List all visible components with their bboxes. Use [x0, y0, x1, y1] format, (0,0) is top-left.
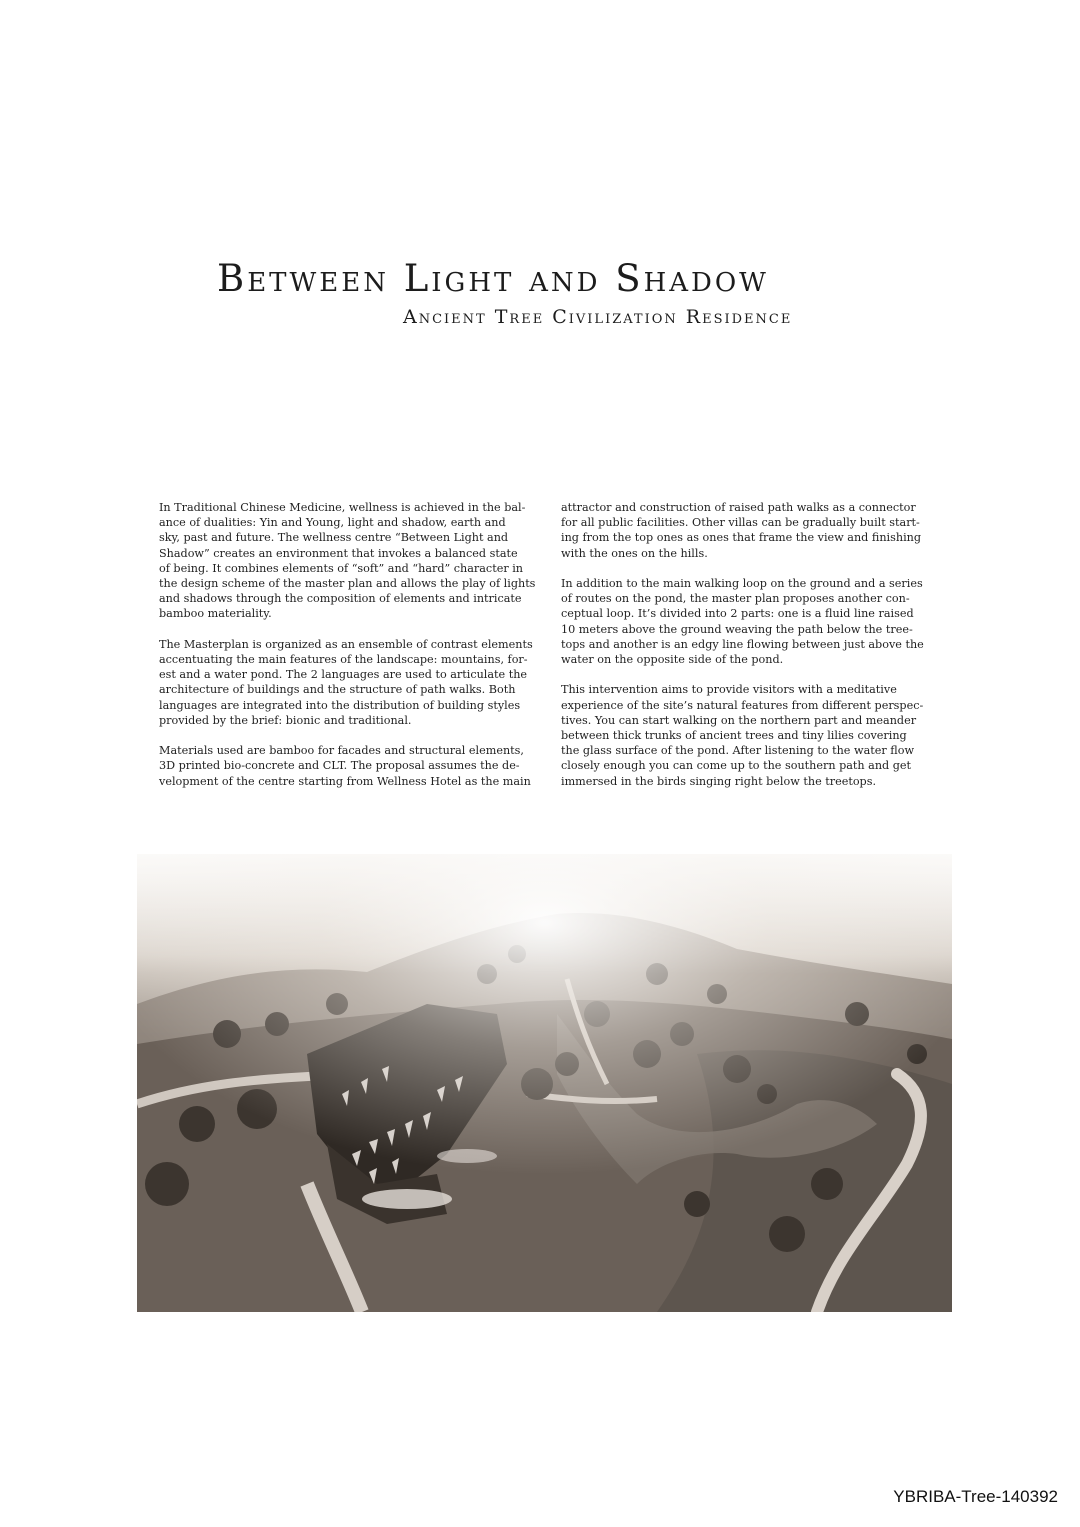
page-subtitle: Ancient Tree Civilization Residence — [403, 306, 793, 328]
aerial-render-image — [137, 854, 952, 1312]
page-title: Between Light and Shadow — [217, 257, 769, 300]
paragraph: The Masterplan is organized as an ensemble of contrast elements accentuating the main features of the landscape: mountains, for- est and a water pond. The 2 languages are used to articulate the architecture of buildings and the structure of path walks. Both languages are integrated into the distribution of building styles provided by the brief: bionic and traditional. — [159, 637, 533, 727]
paragraph: In Traditional Chinese Medicine, wellness is achieved in the bal- ance of dualities: Yin and Young, light and shadow, earth and sky, past and future. The wellness centre “Between Light and Shadow” creates an environment that invokes a balanced state of being. It combines elements of “soft” and “hard” character in the design scheme of the master plan and allows the play of lights and shadows through the composition of elements and intricate bamboo materiality. — [159, 501, 536, 621]
aerial-render-illustration — [137, 854, 952, 1312]
paragraph: Materials used are bamboo for facades and structural elements, 3D printed bio-concrete and CLT. The proposal assumes the de- velopment of the centre starting from Wellness Hotel as the main — [159, 744, 531, 788]
paragraph: attractor and construction of raised path walks as a connector for all public facilities. Other villas can be gradually built start- ing from the top ones as ones that frame the view and finishing with the ones on the hills. — [561, 501, 922, 560]
paragraph: This intervention aims to provide visitors with a meditative experience of the site’s natural features from different perspec- tives. You can start walking on the northern part and meander between thick trunks of ancient trees and tiny lilies covering the glass surface of the pond. After listening to the water flow closely enough you can come up to the southern path and get immersed in the birds singing right below the treetops. — [561, 683, 924, 788]
submission-id: YBRIBA-Tree-140392 — [893, 1487, 1058, 1506]
text-column-right — [561, 500, 941, 804]
text-column-left — [159, 500, 539, 804]
paragraph: In addition to the main walking loop on the ground and a series of routes on the pond, the master plan proposes another con- ceptual loop. It’s divided into 2 parts: one is a fluid line raised 10 meters above the ground weaving the path below the tree- tops and another is an edgy line flowing between just above the water on the opposite side of the pond. — [561, 577, 924, 667]
